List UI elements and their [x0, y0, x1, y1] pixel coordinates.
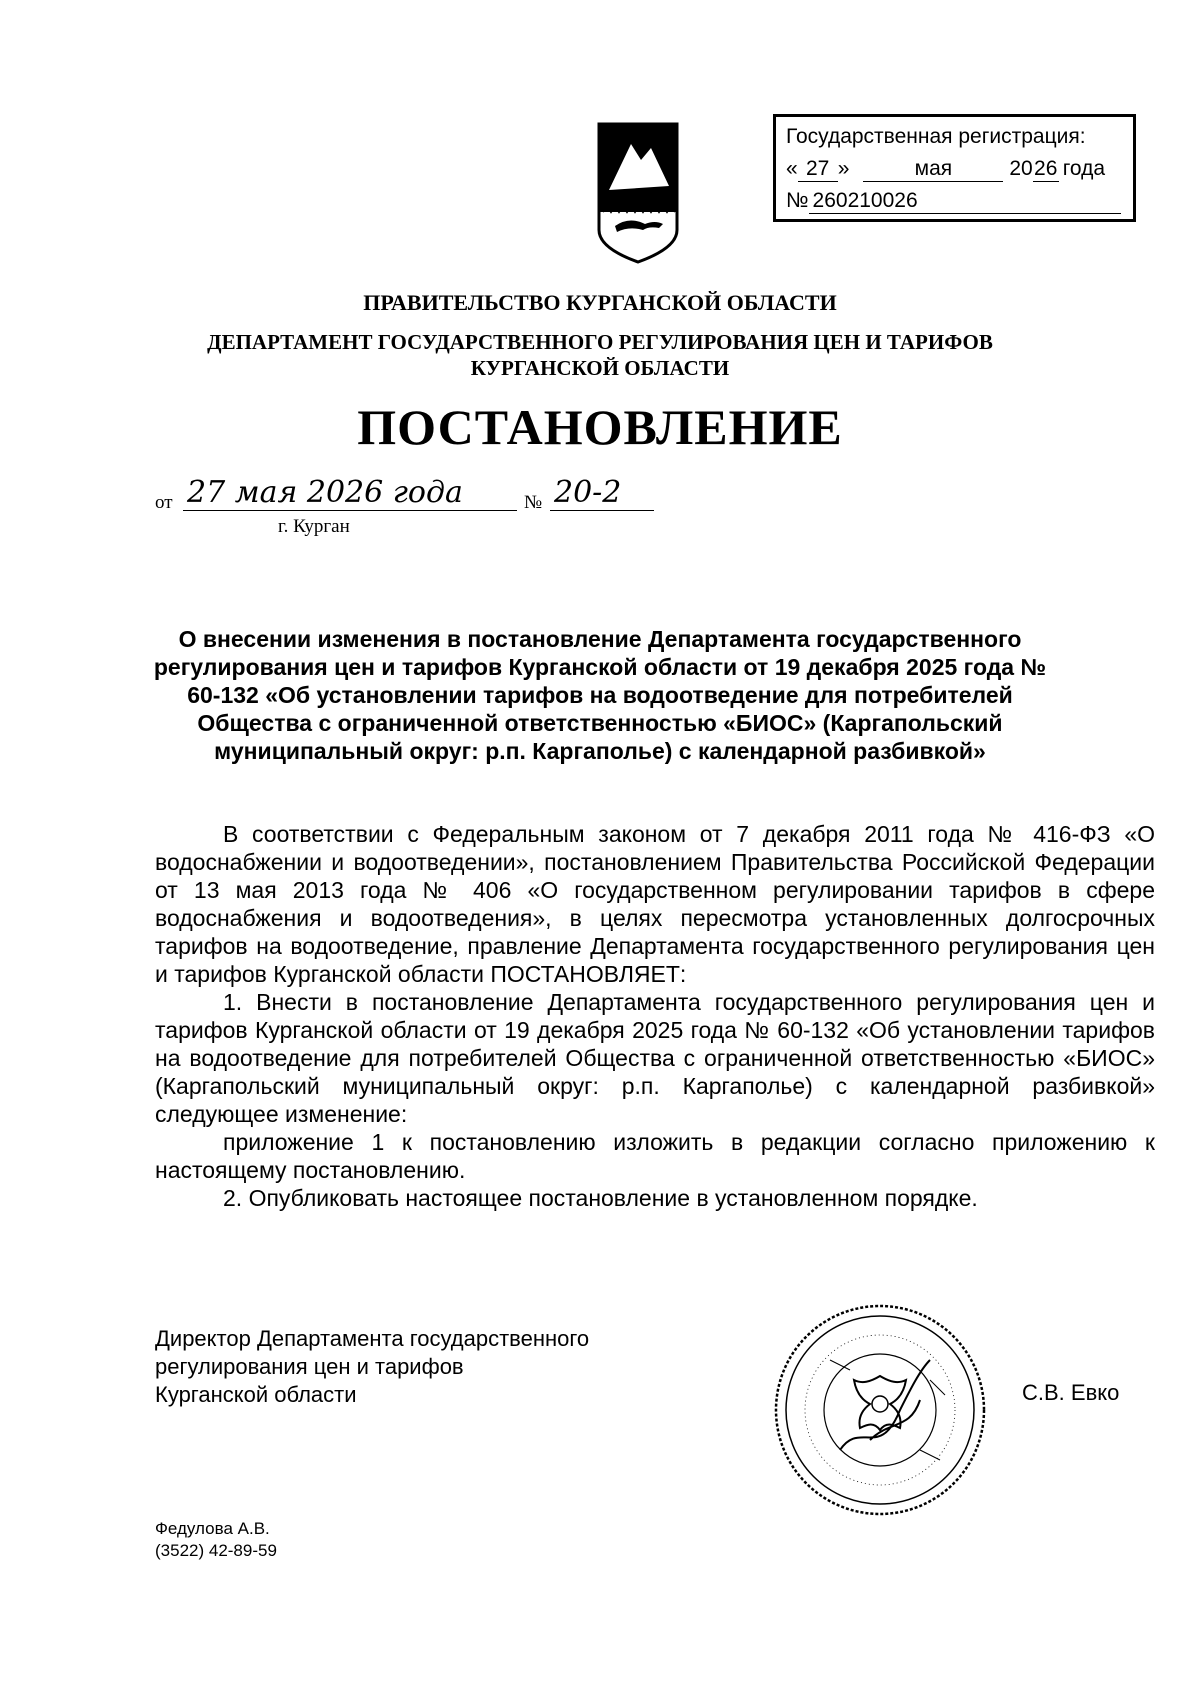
coat-of-arms-emblem	[595, 120, 681, 265]
document-body	[155, 820, 1155, 1212]
document-subject: О внесении изменения в постановление Департамента государственного регулирования цен и тарифов Курганской области от 19 декабря 2025 года № 60-132 «Об установлении тарифов на водоотведение для потребителей Общества с ограниченной ответственностью «БИОС» (Каргапольский муниципальный округ: р.п. Каргаполье) с календарной разбивкой»	[153, 626, 1047, 764]
city-label: г. Курган	[278, 516, 350, 537]
department-title-line1: ДЕПАРТАМЕНТ ГОСУДАРСТВЕННОГО РЕГУЛИРОВАНИЯ ЦЕН И ТАРИФОВ	[207, 330, 993, 354]
signer-position-line3: Курганской области	[155, 1382, 357, 1407]
registration-box	[773, 114, 1136, 222]
registration-year-word: года	[1062, 157, 1106, 180]
registration-year-prefix: 20	[1009, 157, 1033, 180]
signer-position-line1: Директор Департамента государственного	[155, 1326, 590, 1351]
registration-month: мая	[863, 157, 1003, 182]
signer-name: С.В. Евко	[1022, 1380, 1120, 1405]
body-item-2: 2. Опубликовать настоящее постановление в установленном порядке.	[223, 1185, 978, 1211]
registration-date	[786, 153, 1125, 185]
registration-number-row	[786, 185, 1125, 217]
registration-number: 260210026	[809, 189, 1121, 214]
registration-day: 27	[798, 157, 838, 182]
number-label: №	[524, 492, 543, 513]
government-title: ПРАВИТЕЛЬСТВО КУРГАНСКОЙ ОБЛАСТИ	[363, 290, 837, 315]
registration-title: Государственная регистрация:	[786, 125, 1086, 148]
registration-year-suffix: 26	[1034, 157, 1058, 180]
number-handwritten: 20-2	[550, 476, 654, 511]
date-from-label: от	[155, 492, 173, 513]
executor-name: Федулова А.В.	[155, 1519, 270, 1538]
executor-info	[155, 1518, 277, 1562]
document-type-title: ПОСТАНОВЛЕНИЕ	[357, 399, 843, 455]
registration-day-close: »	[837, 157, 850, 180]
body-item-1: 1. Внести в постановление Департамента государственного регулирования цен и тарифов Курганской области от 19 декабря 2025 года № 60-132 «Об установлении тарифов на водоотведение для потребителей Общества с ограниченной ответственностью «БИОС» (Каргапольский муниципальный округ: р.п. Каргаполье) с календарной разбивкой» следующее изменение:	[155, 989, 1155, 1127]
department-title-line2: КУРГАНСКОЙ ОБЛАСТИ	[470, 356, 730, 380]
registration-day-open: «	[786, 157, 798, 180]
date-handwritten: 27 мая 2026 года	[183, 476, 517, 511]
registration-number-label: №	[786, 189, 809, 212]
official-seal-stamp	[770, 1300, 990, 1520]
executor-phone: (3522) 42-89-59	[155, 1541, 277, 1560]
body-preamble: В соответствии с Федеральным законом от 7 декабря 2011 года № 416-ФЗ «О водоснабжении и водоотведении», постановлением Правительства Российской Федерации от 13 мая 2013 года № 406 «О государственном регулировании тарифов в сфере водоснабжения и водоотведения», в целях пересмотра установленных долгосрочных тарифов на водоотведение, правление Департамента государственного регулирования цен и тарифов Курганской области ПОСТАНОВЛЯЕТ:	[155, 821, 1155, 987]
date-number-line	[155, 475, 655, 542]
signer-position-line2: регулирования цен и тарифов	[155, 1354, 464, 1379]
body-item-1-sub: приложение 1 к постановлению изложить в редакции согласно приложению к настоящему постановлению.	[155, 1129, 1155, 1183]
signer-position	[155, 1325, 589, 1409]
